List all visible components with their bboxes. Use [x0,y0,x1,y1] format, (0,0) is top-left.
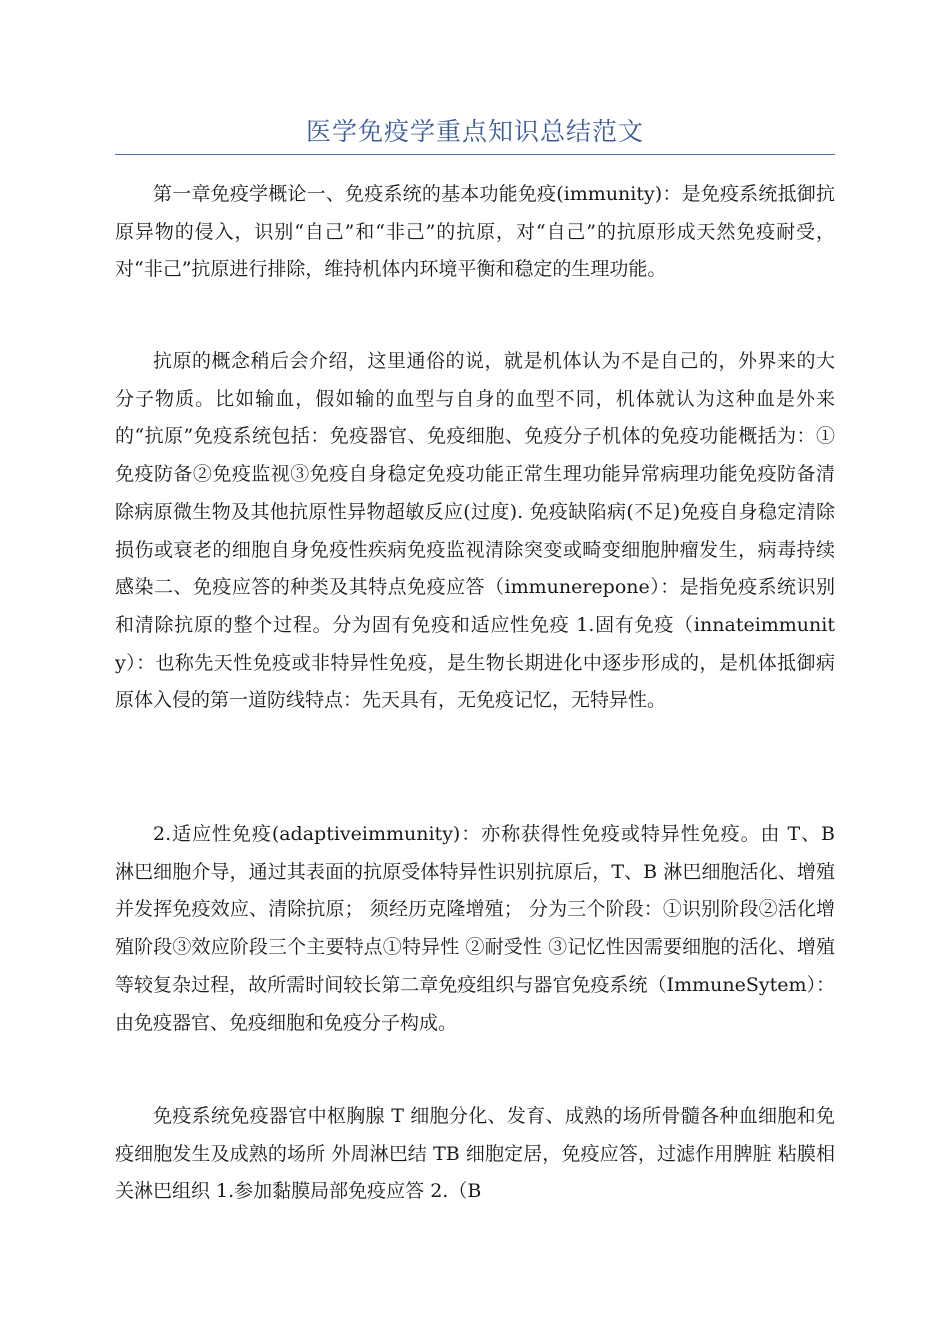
paragraph-4: 免疫系统免疫器官中枢胸腺 T 细胞分化、发育、成熟的场所骨髓各种血细胞和免疫细胞发生及成熟的场所 外周淋巴结 TB 细胞定居，免疫应答，过滤作用脾脏 粘膜相关淋巴组织 1.参加黏膜局部免疫应答 2.（B [115,1105,835,1203]
paragraph-1: 第一章免疫学概论一、免疫系统的基本功能免疫(immunity)：是免疫系统抵御抗原异物的侵入，识别“自己”和“非己”的抗原，对“自己”的抗原形成天然免疫耐受，对“非己”抗原进行排除，维持机体内环境平衡和稳定的生理功能。 [115,183,835,281]
paragraph-3: 2.适应性免疫(adaptiveimmunity)：亦称获得性免疫或特异性免疫。由 T、B 淋巴细胞介导，通过其表面的抗原受体特异性识别抗原后，T、B 淋巴细胞活化、增殖并发挥免疫效应、清除抗原； 须经历克隆增殖； 分为三个阶段：①识别阶段②活化增殖阶段③效应阶段三个主要特点①特异性 ②耐受性 ③记忆性因需要细胞的活化、增殖等较复杂过程，故所需时间较长第二章免疫组织与器官免疫系统（ImmuneSytem）：由免疫器官、免疫细胞和免疫分子构成。 [115,823,835,1034]
paragraph-2: 抗原的概念稍后会介绍，这里通俗的说，就是机体认为不是自己的，外界来的大分子物质。比如输血，假如输的血型与自身的血型不同，机体就认为这种血是外来的“抗原”免疫系统包括：免疫器官、免疫细胞、免疫分子机体的免疫功能概括为：①免疫防备②免疫监视③免疫自身稳定免疫功能正常生理功能异常病理功能免疫防备清除病原微生物及其他抗原性异物超敏反应(过度). 免疫缺陷病(不足)免疫自身稳定清除损伤或衰老的细胞自身免疫性疾病免疫监视清除突变或畸变细胞肿瘤发生，病毒持续感染二、免疫应答的种类及其特点免疫应答（immunerepone）：是指免疫系统识别和清除抗原的整个过程。分为固有免疫和适应性免疫 1.固有免疫（innateimmunity）：也称先天性免疫或非特异性免疫，是生物长期进化中逐步形成的，是机体抵御病原体入侵的第一道防线特点：先天具有，无免疫记忆，无特异性。 [115,350,835,712]
document-title: 医学免疫学重点知识总结范文 [305,117,644,146]
title-underline [115,154,835,155]
